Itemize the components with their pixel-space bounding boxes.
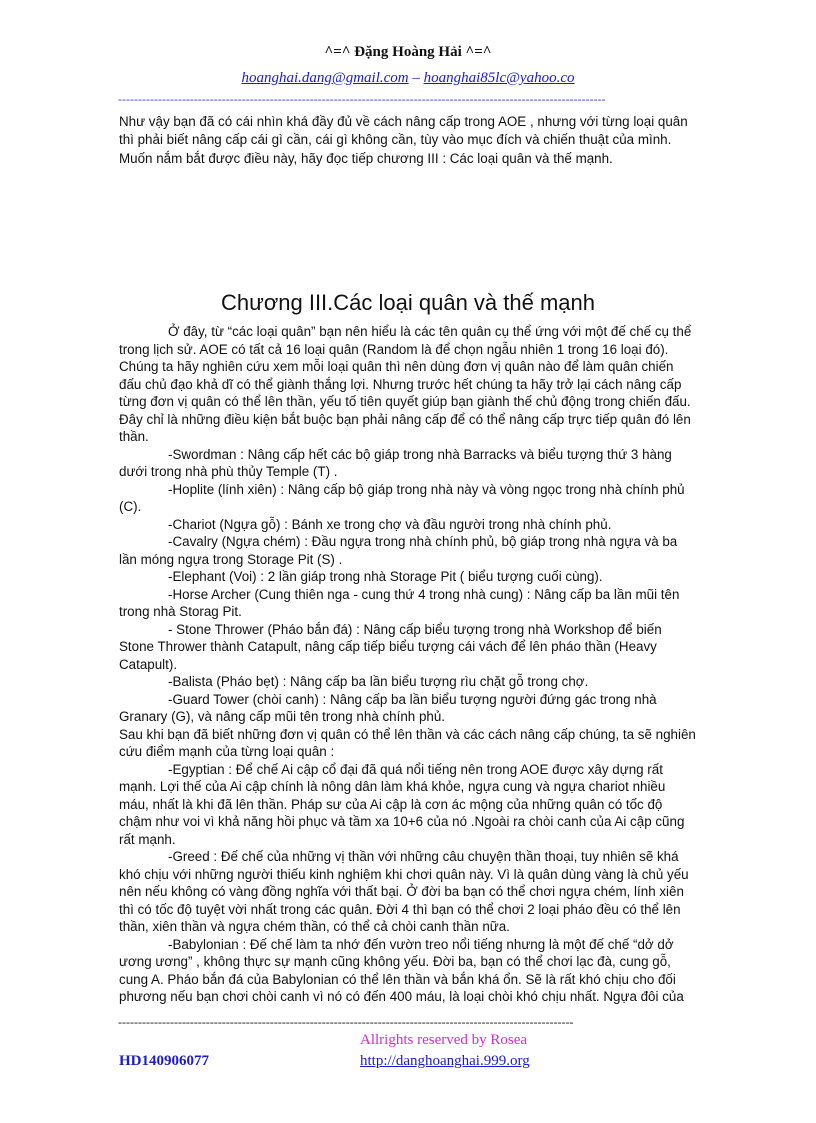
unit-horse-archer: -Horse Archer (Cung thiên nga - cung thứ 4 trong nhà cung) : Nâng cấp ba lần mũi tên trong nhà Storag Pit.: [119, 586, 680, 619]
email-link-yahoo[interactable]: hoanghai85lc@yahoo.co: [423, 70, 575, 86]
unit-guard-tower: -Guard Tower (chòi canh) : Nâng cấp ba lần biểu tượng người đứng gác trong nhà Granary (G), và nâng cấp mũi tên trong nhà chính phủ.: [119, 691, 657, 724]
footer-rights: Allrights reserved by Rosea: [360, 1032, 528, 1048]
header-rule: --------------------------------------------------------------------------------------------------------------------------: [118, 92, 606, 106]
email-link-gmail[interactable]: hoanghai.dang@gmail.com: [241, 70, 409, 86]
contact-emails: [0, 70, 816, 87]
unit-chariot: -Chariot (Ngựa gỗ) : Bánh xe trong chợ và đầu người trong nhà chính phủ.: [168, 516, 612, 532]
unit-elephant: -Elephant (Voi) : 2 lần giáp trong nhà Storage Pit ( biểu tượng cuối cùng).: [168, 569, 603, 584]
chapter-body: [119, 323, 697, 1006]
paragraph-intro: Ở đây, từ “các loại quân” bạn nên hiểu là các tên quân cụ thể ứng với một đế chế cụ thể trong lịch sử. AOE có tất cả 16 loại quân (Random là để chọn ngẫu nhiên 1 trong 16 loại đó). Chúng ta hãy nghiên cứu xem mỗi loại quân thì nên dùng đơn vị quân nào để làm quân chiến đấu chủ đạo khả dĩ có thể giành thắng lợi. Nhưng trước hết chúng ta hãy trở lại cách nâng cấp từng đơn vị quân có thể lên thần, yếu tố tiên quyết giúp bạn giành thế chủ động trong chiến đấu. Đây chỉ là những điều kiện bắt buộc bạn phải nâng cấp để có thể nâng cấp trực tiếp quân đó lên thần.: [119, 324, 692, 444]
paragraph-transition: Sau khi bạn đã biết những đơn vị quân có thể lên thần và các cách nâng cấp chúng, ta sẽ nghiên cứu điểm mạnh của từng loại quân :: [119, 726, 696, 759]
civ-babylonian: -Babylonian : Đế chế làm ta nhớ đến vườn treo nổi tiếng nhưng là một đế chế “dở dở ương ương” , không thực sự mạnh cũng không yếu. Đời ba, bạn có thể chơi lạc đà, cung gỗ, cung A. Pháo bắn đá của Babylonian có thể lên thần và bắn khá ổn. Sẽ là rất khó chịu cho đối phương nếu bạn chơi chòi canh vì nó có đến 400 máu, là loại chòi khó chịu nhất. Ngựa đôi của: [119, 936, 684, 1004]
chapter-title: Chương III.Các loại quân và thế mạnh: [220, 290, 596, 315]
unit-swordman: -Swordman : Nâng cấp hết các bộ giáp trong nhà Barracks và biểu tượng thứ 3 hàng dưới trong nhà phù thủy Temple (T) .: [119, 446, 672, 479]
email-separator: –: [408, 70, 424, 86]
author-title: ^=^ Đặng Hoàng Hải ^=^: [324, 44, 492, 60]
civ-greek: -Greed : Đế chế của những vị thần với những câu chuyện thần thoại, tuy nhiên sẽ khá khó chịu với những người thiếu kinh nghiệm khi chơi quân này. Vì là quân dùng vàng là chủ yếu nên nếu không có vàng đồng nghĩa với thất bại. Ở đời ba bạn có thể chơi ngựa chém, lính xiên thì có tốc độ tuyệt vời nhất trong các quân. Đời 4 thì bạn có thể chơi 2 loại pháo đều có thể lên thần, xiên thần và ngựa chém thần, có thể cả chòi canh thần nữa.: [119, 849, 689, 934]
intro-paragraph: Như vậy bạn đã có cái nhìn khá đầy đủ về cách nâng cấp trong AOE , nhưng với từng loại quân thì phải biết nâng cấp cái gì cần, cái gì không cần, tùy vào mục đích và chiến thuật của mình. Muốn nắm bắt được điều này, hãy đọc tiếp chương III : Các loại quân và thế mạnh.: [119, 114, 688, 166]
footer-rule: ------------------------------------------------------------------------------------------------------------------: [118, 1015, 574, 1029]
unit-stone-thrower: - Stone Thrower (Pháo bắn đá) : Nâng cấp biểu tượng trong nhà Workshop để biến Stone Thrower thành Catapult, nâng cấp tiếp biểu tượng cái vách để lên pháo thần (Heavy Catapult).: [119, 621, 662, 672]
document-code: HD140906077: [119, 1053, 209, 1069]
footer-url-link[interactable]: http://danghoanghai.999.org: [360, 1053, 530, 1069]
unit-hoplite: -Hoplite (lính xiên) : Nâng cấp bộ giáp trong nhà này và vòng ngọc trong nhà chính phủ (C).: [119, 481, 685, 514]
unit-cavalry: -Cavalry (Ngựa chém) : Đầu ngựa trong nhà chính phủ, bộ giáp trong nhà ngựa và ba lần móng ngựa trong Storage Pit (S) .: [119, 534, 678, 567]
civ-egyptian: -Egyptian : Để chế Ai cập cổ đại đã quá nổi tiếng nên trong AOE được xây dựng rất mạnh. Lợi thế của Ai cập chính là nông dân làm khá khỏe, ngựa cung và ngựa chariot nhiều máu, nhất là khi đã lên thần. Pháp sư của Ai cập là cơn ác mộng của những quân có tốc độ chậm như voi vì khả năng hồi phục và tầm xa 10+6 của nó .Ngoài ra chòi canh của Ai cập cũng rất mạnh.: [119, 761, 685, 847]
unit-balista: -Balista (Pháo bẹt) : Nâng cấp ba lần biểu tượng rìu chặt gỗ trong chợ.: [168, 674, 589, 689]
